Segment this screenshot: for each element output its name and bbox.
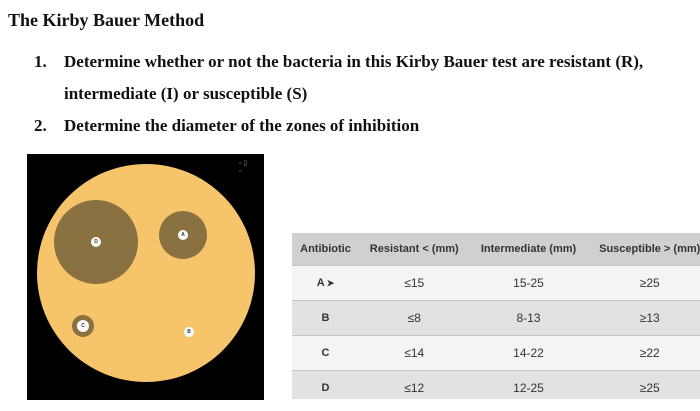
cell-susceptible: ≥25: [587, 265, 700, 300]
antibiotic-disk-c: C: [77, 320, 89, 332]
antibiotic-disk-b: B: [184, 327, 194, 337]
header-susceptible: Susceptible > (mm): [587, 233, 700, 265]
table-row: [292, 335, 700, 370]
table-row: [292, 265, 700, 300]
corner-marks: ▫ ▯ ▫: [239, 160, 248, 175]
susceptibility-table: [292, 233, 700, 399]
cell-antibiotic: B: [292, 300, 359, 335]
cell-resistant: ≤15: [359, 265, 470, 300]
cell-intermediate: 14-22: [470, 335, 588, 370]
cell-resistant: ≤14: [359, 335, 470, 370]
header-intermediate: Intermediate (mm): [470, 233, 588, 265]
antibiotic-disk-d: D: [91, 237, 101, 247]
cell-susceptible: ≥22: [587, 335, 700, 370]
header-antibiotic: Antibiotic: [292, 233, 359, 265]
cell-antibiotic: D: [292, 370, 359, 399]
petri-dish-image: [27, 154, 264, 400]
question-text: Determine the diameter of the zones of inhibition: [64, 116, 420, 135]
agar-plate: [37, 164, 255, 382]
cell-intermediate: 8-13: [470, 300, 588, 335]
antibiotic-label: A: [316, 277, 325, 289]
cell-intermediate: 12-25: [470, 370, 588, 399]
question-number: 1.: [34, 52, 47, 71]
question-1: [34, 46, 694, 110]
antibiotic-disk-a: A: [178, 230, 188, 240]
cell-intermediate: 15-25: [470, 265, 588, 300]
question-2: [34, 110, 694, 142]
table-row: [292, 370, 700, 399]
mouse-cursor-icon: ➤: [326, 278, 335, 288]
page-title: The Kirby Bauer Method: [8, 10, 205, 30]
cell-antibiotic: C: [292, 335, 359, 370]
question-number: 2.: [34, 116, 47, 135]
cell-resistant: ≤12: [359, 370, 470, 399]
question-list: [34, 46, 694, 142]
cell-antibiotic: [292, 265, 359, 300]
table-row: [292, 300, 700, 335]
zone-diameter-table: [292, 233, 700, 399]
question-text: Determine whether or not the bacteria in this Kirby Bauer test are resistant (R), intermediate (I) or susceptible (S): [64, 52, 644, 103]
cell-susceptible: ≥13: [587, 300, 700, 335]
cell-susceptible: ≥25: [587, 370, 700, 399]
cell-resistant: ≤8: [359, 300, 470, 335]
table-header-row: [292, 233, 700, 265]
header-resistant: Resistant < (mm): [359, 233, 470, 265]
